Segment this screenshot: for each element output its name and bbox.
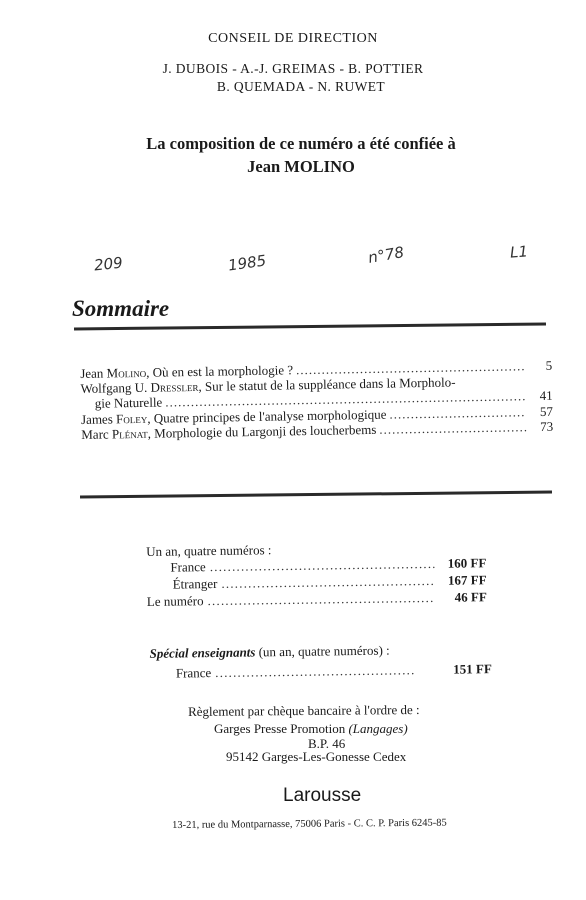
toc-entry-text: James Foley, Quatre principes de l'analyse morphologique [80, 406, 387, 427]
publisher-logo: Larousse [283, 785, 362, 806]
toc-entry-text: Wolfgang U. Dressler, Sur le statut de la suppléance dans la Morpholo- [80, 374, 456, 396]
board-members-line-2: B. QUEMADA - N. RUWET [216, 79, 386, 94]
price-row-numero: Le numéro ..... 46 FF [147, 589, 487, 610]
sommaire-heading: Sommaire [72, 296, 170, 321]
price-special-france: 151 FF [453, 661, 492, 677]
price-row-france: France ..... 160 FF [170, 555, 486, 575]
special-header: Spécial enseignants (un an, quatre numéros) : [149, 642, 390, 661]
price-row-special-france: France ..... 151 FF [176, 661, 492, 681]
price-numero: 46 FF [454, 589, 487, 605]
bottom-rule [80, 491, 552, 499]
toc-entry-text: Marc Plénat, Morphologie du Largonji des loucherbems [81, 421, 377, 442]
composition-editor: Jean MOLINO [247, 157, 355, 176]
payment-line-4: 95142 Garges-Les-Gonesse Cedex [226, 749, 407, 764]
payment-line-3: B.P. 46 [308, 736, 346, 751]
board-title: CONSEIL DE DIRECTION [208, 31, 378, 46]
toc-entry-text: Jean Molino, Où en est la morphologie ? [80, 362, 294, 381]
toc-page-number: 41 [539, 387, 553, 403]
toc-entry-2-continued: gie Naturelle ..... 41 [81, 388, 553, 412]
handwritten-note-number: 209 [93, 253, 124, 275]
board-members-line-1: J. DUBOIS - A.-J. GREIMAS - B. POTTIER [162, 61, 424, 76]
composition-line-1: La composition de ce numéro a été confiée à [146, 134, 456, 153]
payment-line-1: Règlement par chèque bancaire à l'ordre de : [188, 701, 420, 719]
handwritten-note-year: 1985 [226, 251, 268, 275]
price-france: 160 FF [447, 555, 487, 571]
toc-leader [379, 419, 526, 438]
table-of-contents [80, 352, 554, 460]
price-row-etranger: Étranger ..... 167 FF [173, 572, 487, 592]
toc-page-number: 5 [545, 357, 553, 373]
payment-line-2: Garges Presse Promotion (Langages) [214, 721, 408, 736]
toc-page-number: 73 [540, 418, 554, 434]
subscription-prices [0, 532, 586, 690]
top-rule [74, 323, 546, 331]
handwritten-note-code: L1 [509, 242, 529, 262]
price-etranger: 167 FF [447, 572, 487, 588]
subscription-header: Un an, quatre numéros : [146, 542, 272, 559]
publisher-address: 13-21, rue du Montparnasse, 75006 Paris - C. C. P. Paris 6245-85 [172, 817, 447, 831]
handwritten-note-issue: n°78 [366, 243, 406, 267]
toc-page-number: 57 [539, 403, 554, 419]
